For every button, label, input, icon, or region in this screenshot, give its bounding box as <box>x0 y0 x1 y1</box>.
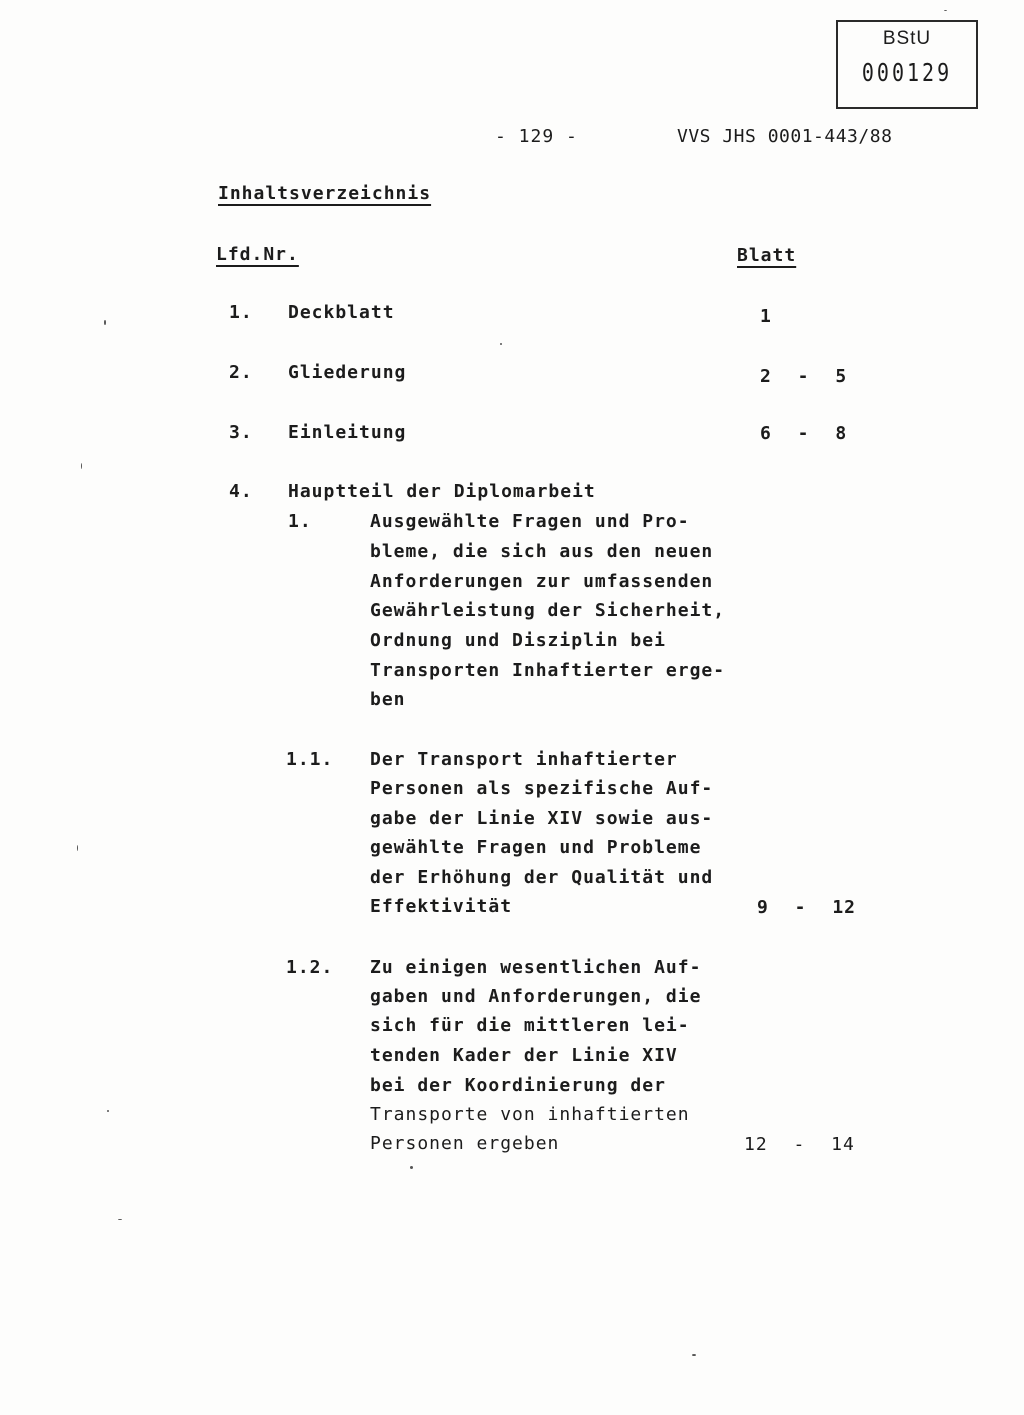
entry-nr: 2. <box>229 362 253 383</box>
subentry-pages: 9 - 12 <box>757 897 857 918</box>
entry-pages: 2 - 5 <box>760 366 848 387</box>
subentry-line: sich für die mittleren lei- <box>370 1015 690 1036</box>
entry-nr: 4. <box>229 481 253 502</box>
page-number: - 129 - <box>495 126 578 147</box>
document-reference: VVS JHS 0001-443/88 <box>677 126 893 147</box>
subentry-line: Gewährleistung der Sicherheit, <box>370 600 726 621</box>
column-header-blatt: Blatt <box>737 245 797 266</box>
subentry-line: ben <box>370 689 406 710</box>
subentry-line: Der Transport inhaftierter <box>370 749 678 770</box>
subentry-nr: 1.2. <box>286 957 334 978</box>
subentry-line: Transporten Inhaftierter erge- <box>370 660 726 681</box>
subentry-pages: 12 - 14 <box>744 1134 855 1155</box>
scan-speck <box>104 320 106 325</box>
subentry-line: bei der Koordinierung der <box>370 1075 666 1096</box>
entry-title: Deckblatt <box>288 302 395 323</box>
subentry-line: Personen ergeben <box>370 1133 560 1154</box>
scan-speck <box>81 463 82 469</box>
entry-pages: 6 - 8 <box>760 423 848 444</box>
scan-speck <box>410 1166 413 1169</box>
stamp-number: 000129 <box>861 57 953 87</box>
scan-speck <box>107 1110 109 1112</box>
subentry-line: Ordnung und Disziplin bei <box>370 630 666 651</box>
entry-pages: 1 <box>760 306 772 327</box>
subentry-line: bleme, die sich aus den neuen <box>370 541 714 562</box>
subentry-line: Transporte von inhaftierten <box>370 1104 690 1125</box>
archive-stamp <box>836 20 978 109</box>
subentry-line: gabe der Linie XIV sowie aus- <box>370 808 714 829</box>
entry-title: Einleitung <box>288 422 407 443</box>
subentry-line: Effektivität <box>370 896 513 917</box>
entry-nr: 1. <box>229 302 253 323</box>
scan-speck <box>944 10 947 11</box>
subentry-line: der Erhöhung der Qualität und <box>370 867 714 888</box>
scan-speck <box>500 343 502 345</box>
scan-speck <box>118 1219 122 1220</box>
subentry-line: Anforderungen zur umfassenden <box>370 571 714 592</box>
toc-title: Inhaltsverzeichnis <box>218 183 432 204</box>
stamp-org: BStU <box>882 28 932 49</box>
scan-speck <box>692 1354 696 1356</box>
subentry-line: Personen als spezifische Auf- <box>370 778 714 799</box>
subentry-nr: 1. <box>288 511 312 532</box>
subentry-nr: 1.1. <box>286 749 334 770</box>
subentry-line: gewählte Fragen und Probleme <box>370 837 702 858</box>
entry-title: Gliederung <box>288 362 407 383</box>
subentry-line: gaben und Anforderungen, die <box>370 986 702 1007</box>
subentry-line: Ausgewählte Fragen und Pro- <box>370 511 690 532</box>
scan-speck <box>77 845 78 851</box>
entry-nr: 3. <box>229 422 253 443</box>
column-header-nr: Lfd.Nr. <box>216 244 299 265</box>
entry-title: Hauptteil der Diplomarbeit <box>288 481 596 502</box>
subentry-line: tenden Kader der Linie XIV <box>370 1045 678 1066</box>
subentry-line: Zu einigen wesentlichen Auf- <box>370 957 702 978</box>
